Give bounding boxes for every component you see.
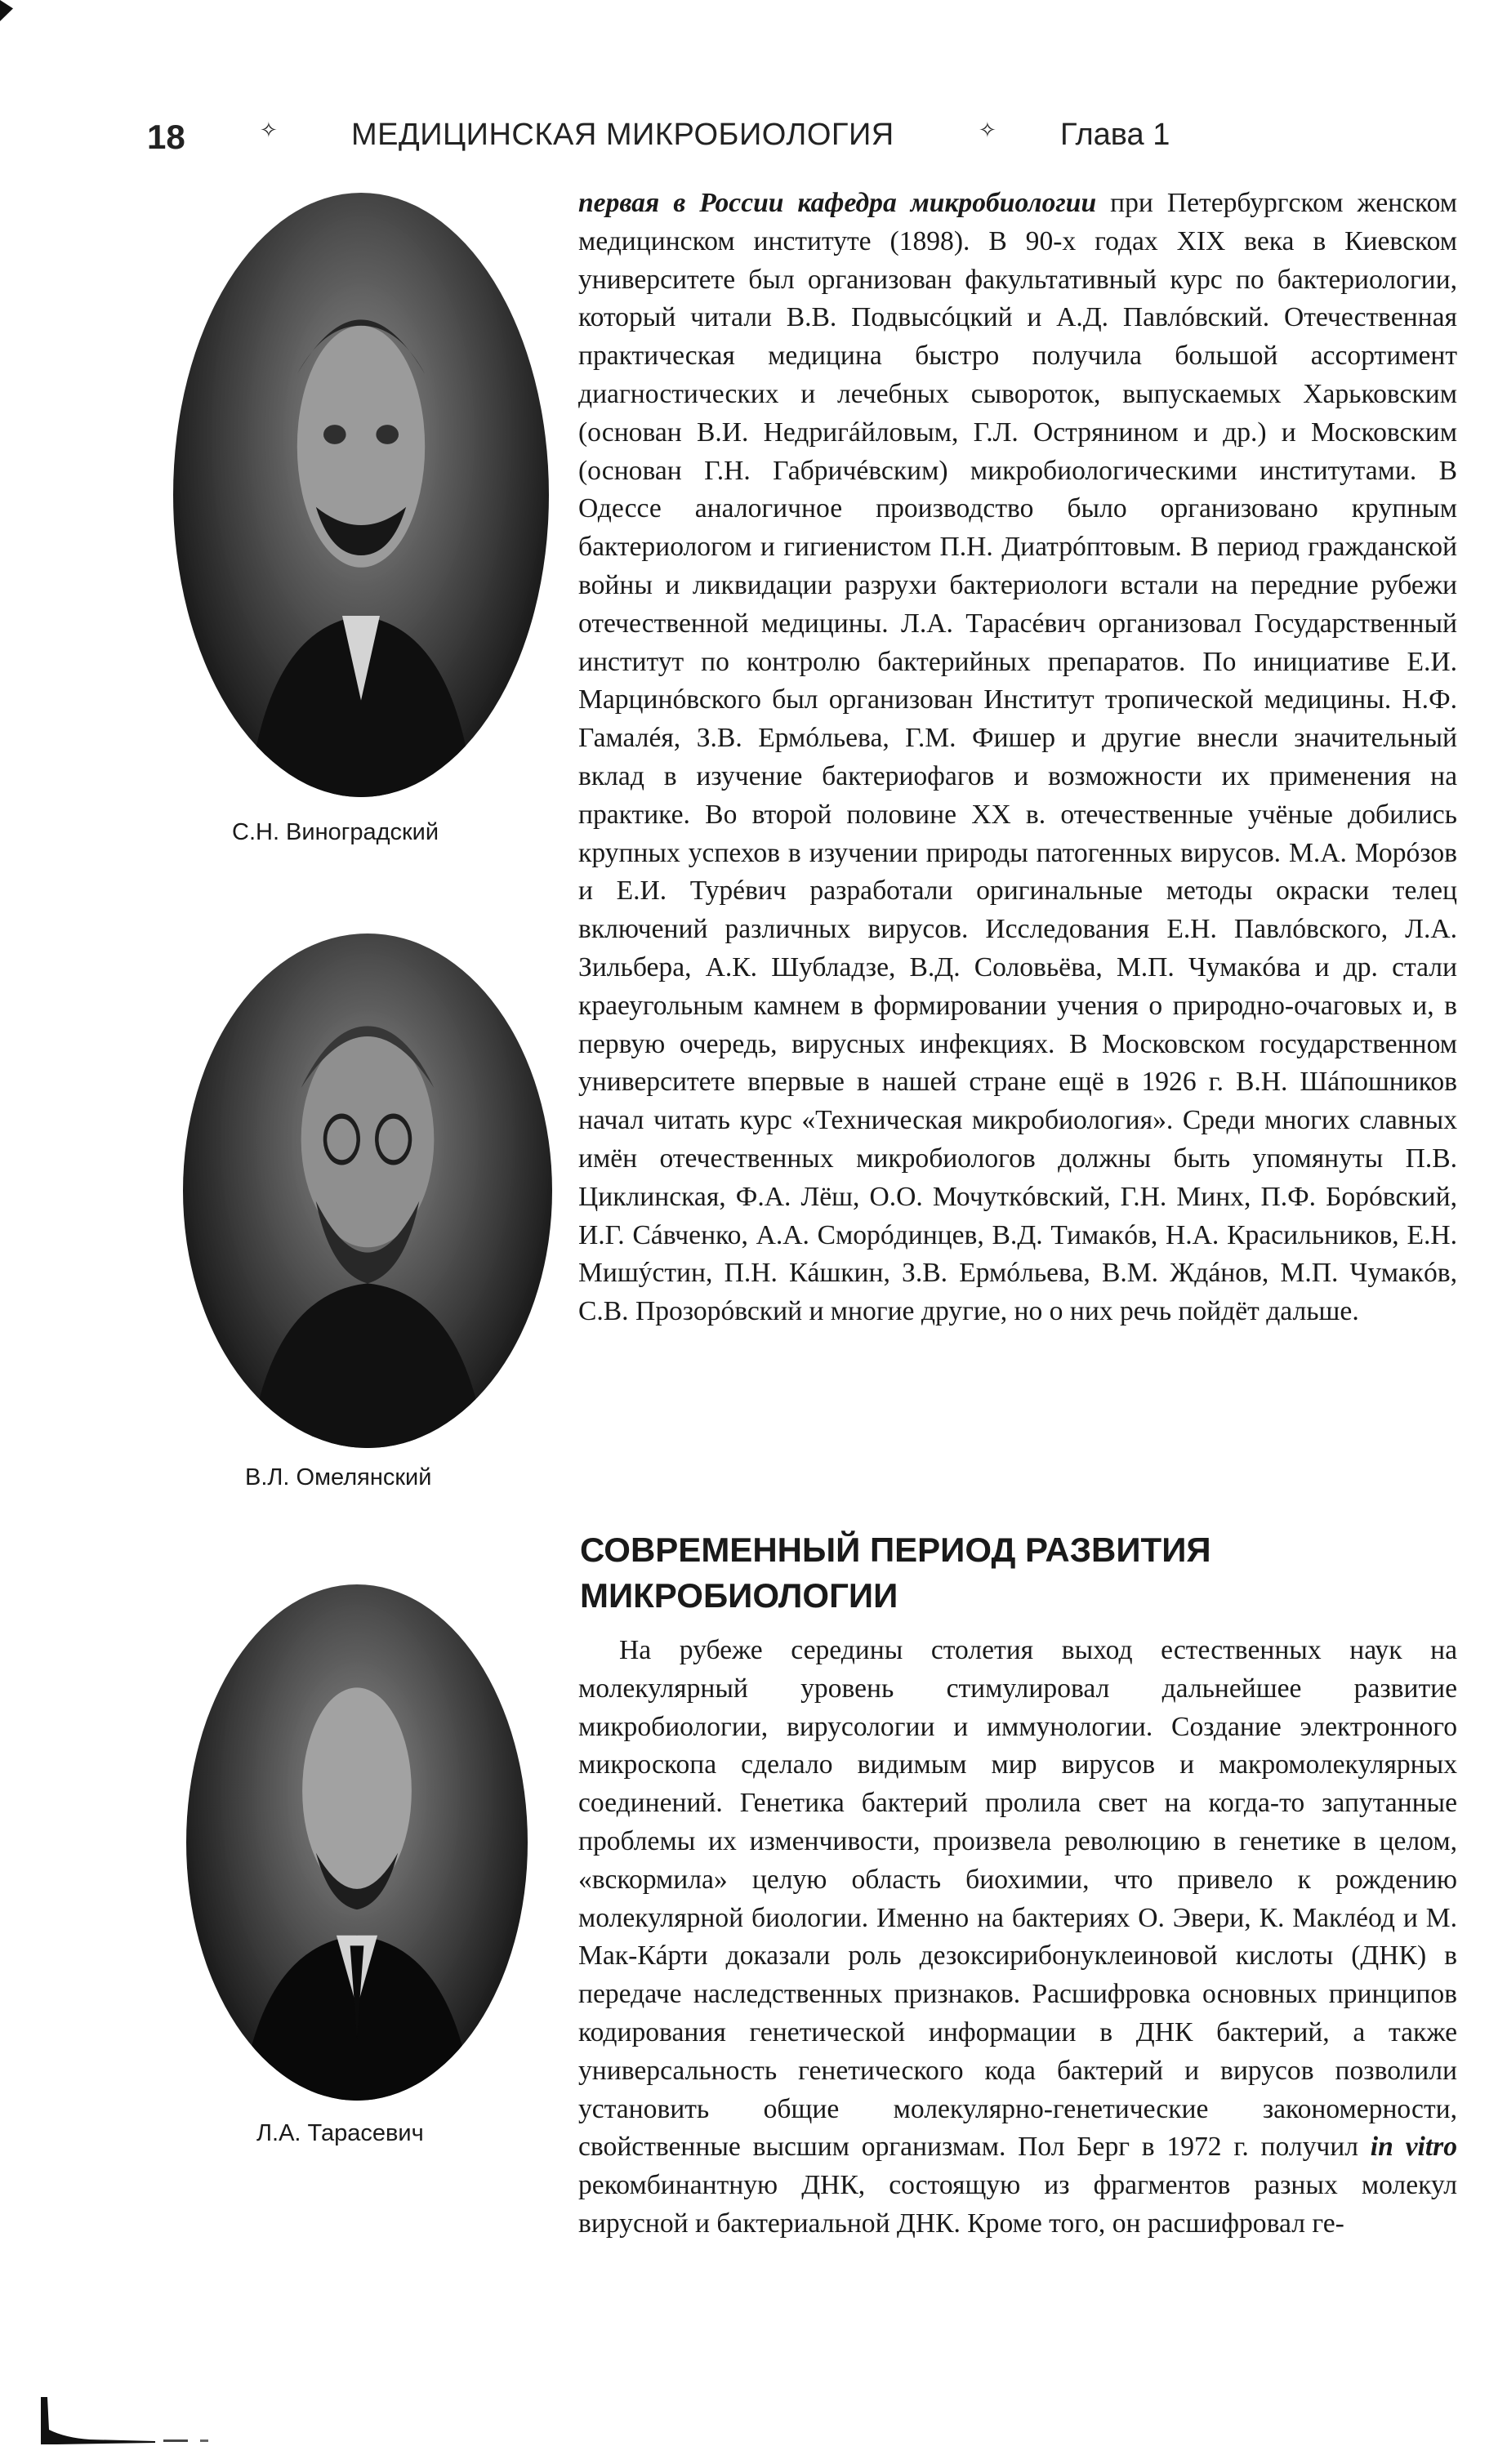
portrait-omeliansky [183, 933, 552, 1448]
scan-edge-mark [41, 2397, 229, 2446]
portrait-figure-icon [173, 193, 549, 797]
portrait-vinogradsky [173, 193, 549, 797]
section-heading: СОВРЕМЕННЫЙ ПЕРИОД РАЗВИТИЯ МИКРОБИОЛОГИИ [580, 1531, 1211, 1615]
running-header [147, 118, 1209, 160]
paragraph: первая в России кафедра микробиологии при Петербургском женском медицинском институте (1898). В 90-х годах XIX века в Киевском университете был организован факультативный курс по бактериологии, который читали В.В. Подвысóцкий и А.Д. Павлóвский. Отечественная практическая медицина быстро получила большой ассортимент диагностических и лечебных сывороток, выпускаемых Харьковским (основан В.И. Недригáйловым, Г.Л. Острянином и др.) и Московским (основан Г.Н. Габричéвским) микробиологическими институтами. В Одессе аналогичное производство было организовано крупным бактериологом и гигиенистом П.Н. Диатрóптовым. В период гражданской войны и ликвидации разрухи бактериологи встали на передние рубежи отечественной медицины. Л.А. Тарасéвич организовал Государственный институт по контролю бактерийных препаратов. По инициативе Е.И. Марцинóвского был организован Институт тропической медицины. Н.Ф. Гамалéя, З.В. Ермóльева, Г.М. Фишер и другие внесли значительный вклад в изучение бактериофагов и возможности их применения на практике. Во второй половине XX в. отечественные учёные добились крупных успехов в изучении природы патогенных вирусов. М.А. Морóзов и Е.И. Турéвич разработали оригинальные методы окраски телец включений различных вирусов. Исследования Е.Н. Павлóвского, Л.А. Зильбера, А.К. Шубладзе, В.Д. Соловьёва, М.П. Чумакóва и др. стали краеугольным камнем в формировании учения о природно-очаговых и, в первую очередь, вирусных инфекциях. В Московском государственном университете впервые в нашей стране ещё в 1926 г. В.Н. Шáпошников начал читать курс «Техническая микробиология». Среди многих славных имён отечественных микробиологов должны быть упомянуты П.В. Циклинская, Ф.А. Лёш, О.О. Мочуткóвский, Г.Н. Минх, П.Ф. Бoрóвский, И.Г. Сáвченко, А.А. Сморóдинцев, В.Д. Тимакóв, Н.А. Красильников, Е.Н. Мишýстин, П.Н. Кáшкин, З.В. Ермóльева, В.М. Ждáнов, М.П. Чумакóв, С.В. Прозорóвский и многие другие, но о них речь пойдёт дальше. [578, 188, 1457, 1327]
scan-corner-mark [0, 0, 13, 21]
portrait-caption: В.Л. Омелянский [245, 1464, 432, 1490]
chapter-label: Глава 1 [1060, 118, 1170, 152]
page-number: 18 [147, 118, 185, 156]
text-column-lower [578, 1632, 1457, 2243]
text-column-upper [578, 185, 1457, 1331]
portrait-caption: Л.А. Тарасевич [256, 2120, 424, 2146]
emphasis-text: in vitro [1370, 2132, 1458, 2163]
portrait-figure-icon [186, 1584, 528, 2101]
emphasis-text: первая в России кафедра микробиологии [578, 188, 1097, 218]
diamond-ornament-icon: ✧ [260, 118, 278, 142]
portrait-tarasevich [186, 1584, 528, 2101]
portrait-caption: С.Н. Виноградский [232, 819, 439, 845]
portrait-figure-icon [183, 933, 552, 1448]
running-title: МЕДИЦИНСКАЯ МИКРОБИОЛОГИЯ [351, 118, 894, 152]
paragraph: На рубеже середины столетия выход естественных наук на молекулярный уровень стимулировал дальнейшее развитие микробиологии, вирусологии и иммунологии. Создание электронного микроскопа сделало видимым мир вирусов и макромолекулярных соединений. Генетика бактерий пролила свет на когда-то запутанные проблемы их изменчивости, произвела революцию в генетике в целом, «вскормила» целую область биохимии, что привело к рождению молекулярной биологии. Именно на бактериях О. Эвери, К. Маклéод и М. Мак-Кáрти доказали роль дезоксирибонуклеиновой кислоты (ДНК) в передаче наследственных признаков. Расшифровка основных принципов кодирования генетической информации в ДНК бактерий, а также универсальность генетического кода бактерий и вирусов позволили установить общие молекулярно-генетические закономерности, свойственные высшим организмам. Пол Берг в 1972 г. получил in vitro рекомбинантную ДНК, состоящую из фрагментов разных молекул вирусной и бактериальной ДНК. Кроме того, он расшифровал ге- [578, 1635, 1458, 2239]
diamond-ornament-icon: ✧ [979, 118, 996, 142]
